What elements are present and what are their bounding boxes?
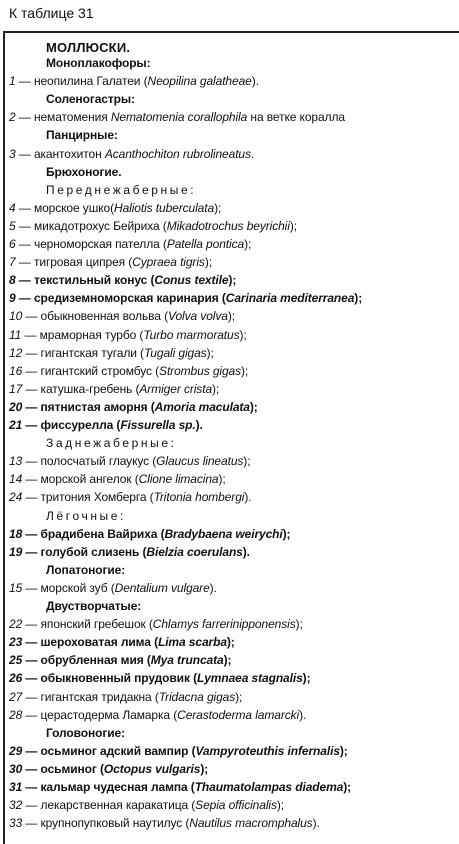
group-heading: Лопатоногие:: [46, 562, 126, 577]
entry-number: 10: [9, 309, 23, 324]
latin-name: Bradybaena weirychi: [164, 526, 283, 541]
entry-number: 7: [9, 255, 16, 270]
common-name: — гигантский стромбус (: [22, 363, 160, 378]
entry-number: 4: [9, 200, 16, 215]
latin-name: Sepia officinalis: [195, 798, 277, 813]
species-entry: [9, 653, 231, 668]
common-name: — фиссурелла (: [22, 418, 121, 432]
entry-tail: );: [200, 761, 209, 776]
species-entry: [9, 328, 247, 343]
entry-number: 8: [9, 273, 16, 288]
entry-tail: );: [214, 200, 222, 215]
latin-name: Mya truncata: [150, 653, 224, 668]
latin-name: Nautilus macromphalus: [189, 816, 313, 831]
common-name: — нематомения: [15, 110, 111, 125]
species-entry: [9, 490, 252, 505]
entry-tail: );: [282, 526, 291, 541]
frame-top-border: [3, 31, 459, 33]
entry-number: 24: [9, 490, 23, 505]
common-name: — морское ушко(: [15, 200, 114, 215]
entry-tail: ).: [195, 418, 203, 432]
common-name: — катушка-гребень (: [22, 381, 140, 396]
species-entry: [9, 762, 208, 777]
entry-tail: ).: [299, 707, 307, 722]
latin-name: Volva volva: [167, 309, 228, 324]
subgroup-heading: Переднежаберные:: [46, 182, 197, 197]
entry-number: 9: [9, 291, 16, 306]
latin-name: Lima scarba: [157, 635, 227, 650]
common-name: — акантохитон: [15, 146, 105, 161]
species-entry: [9, 273, 236, 288]
entry-tail: );: [249, 399, 258, 414]
species-entry: [9, 671, 310, 686]
entry-tail: );: [243, 454, 251, 469]
entry-tail: );: [302, 671, 311, 686]
common-name: — неопилина Галатеи (: [15, 74, 148, 89]
latin-name: Armiger crista: [139, 381, 213, 396]
latin-name: Tridacna gigas: [158, 689, 236, 704]
common-name: — средиземноморская каринария (: [15, 291, 226, 306]
latin-name: Octopus vulgaris: [103, 761, 201, 776]
common-name: — кальмар чудесная лампа (: [22, 780, 195, 794]
species-entry: [9, 690, 242, 705]
entry-number: 26: [9, 671, 23, 686]
entry-tail: на ветке коралла: [247, 110, 345, 125]
latin-name: Thaumatolampas diadema: [194, 780, 344, 794]
entry-number: 18: [9, 526, 23, 541]
entry-number: 16: [9, 363, 23, 378]
species-entry: [9, 545, 250, 560]
entry-tail: .: [250, 146, 255, 161]
common-name: — текстильный конус (: [15, 273, 155, 288]
entry-number: 1: [9, 74, 16, 89]
entry-tail: );: [235, 689, 243, 704]
common-name: — пятнистая аморня (: [22, 399, 155, 414]
section-title: МОЛЛЮСКИ.: [46, 40, 131, 55]
common-name: — гигантская тридакна (: [22, 689, 159, 704]
entry-number: 19: [9, 544, 23, 559]
entry-number: 15: [9, 580, 23, 595]
group-heading: Двустворчатые:: [46, 599, 142, 613]
latin-name: Strombus gigas: [159, 363, 242, 378]
latin-name: Patella pontica: [166, 237, 245, 251]
entry-number: 17: [9, 381, 23, 396]
entry-number: 30: [9, 761, 23, 776]
latin-name: Tugali gigas: [143, 345, 207, 360]
entry-tail: );: [206, 345, 214, 360]
common-name: — японский гребешок (: [22, 617, 153, 632]
common-name: — обыкновенный прудовик (: [22, 671, 197, 686]
common-name: — морской зуб (: [22, 580, 115, 595]
latin-name: Acanthochiton rubrolineatus: [104, 146, 251, 161]
latin-name: Nematomenia corallophila: [110, 110, 248, 125]
latin-name: Dentalium vulgare: [114, 580, 210, 595]
entry-number: 31: [9, 780, 23, 794]
species-entry: [9, 110, 345, 125]
entry-number: 14: [9, 472, 23, 487]
entry-tail: );: [239, 327, 247, 342]
common-name: — осьминог (: [22, 761, 104, 776]
species-entry: [9, 291, 362, 306]
species-entry: [9, 708, 306, 723]
entry-number: 12: [9, 345, 23, 360]
entry-number: 28: [9, 707, 23, 722]
common-name: — лекарственная каракатица (: [22, 798, 196, 813]
latin-name: Bielzia coerulans: [146, 544, 243, 559]
group-heading: Соленогастры:: [46, 92, 135, 107]
species-entry: [9, 201, 221, 216]
entry-tail: );: [212, 381, 220, 396]
entry-number: 27: [9, 689, 23, 704]
entry-number: 32: [9, 798, 23, 813]
entry-tail: );: [354, 291, 363, 306]
species-entry: [9, 617, 303, 632]
latin-name: Chlamys farrerinipponensis: [152, 617, 296, 632]
species-entry: [9, 780, 351, 795]
entry-tail: ).: [251, 74, 259, 89]
entry-tail: );: [276, 798, 284, 813]
species-entry: [9, 472, 226, 487]
common-name: — обрубленная мия (: [22, 653, 151, 668]
species-entry: [9, 744, 348, 759]
latin-name: Conus textile: [154, 273, 229, 288]
latin-name: Clione limacina: [138, 472, 219, 487]
latin-name: Tritonia hombergi: [153, 490, 245, 505]
latin-name: Mikadotrochus beyrichii: [166, 218, 290, 233]
common-name: — церастодерма Ламарка (: [22, 707, 178, 722]
entry-number: 22: [9, 617, 23, 632]
common-name: — микадотрохус Бейриха (: [15, 218, 167, 233]
entry-tail: );: [241, 363, 249, 378]
species-entry: [9, 309, 235, 324]
entry-number: 11: [9, 327, 22, 342]
species-entry: [9, 454, 250, 469]
entry-tail: );: [295, 617, 303, 632]
entry-number: 6: [9, 237, 16, 251]
species-entry: [9, 635, 235, 650]
entry-tail: ).: [209, 580, 217, 595]
species-entry: [9, 798, 284, 813]
latin-name: Cypraea tigris: [132, 255, 205, 270]
latin-name: Neopilina galatheae: [147, 74, 252, 89]
entry-tail: );: [223, 653, 232, 668]
species-entry: [9, 74, 259, 89]
common-name: — крупнопупковый наутилус (: [22, 816, 190, 831]
species-entry: [9, 816, 320, 831]
entry-number: 33: [9, 816, 23, 831]
species-entry: [9, 527, 290, 542]
entry-number: 2: [9, 110, 16, 125]
common-name: — голубой слизень (: [22, 544, 147, 559]
species-entry: [9, 364, 248, 379]
entry-tail: );: [228, 273, 237, 288]
entry-tail: ).: [312, 816, 320, 831]
latin-name: Vampyroteuthis infernalis: [195, 743, 340, 758]
subgroup-heading: Лёгочные:: [46, 508, 126, 523]
common-name: — осьминог адский вампир (: [22, 743, 196, 758]
table-reference-header: К таблице 31: [9, 5, 94, 21]
entry-tail: ).: [242, 544, 250, 559]
common-name: — обыкновенная вольва (: [22, 309, 168, 324]
entry-tail: );: [218, 472, 226, 487]
frame-left-border: [3, 31, 5, 844]
entry-number: 21: [9, 418, 23, 432]
latin-name: Fissurella sp.: [120, 418, 196, 432]
species-entry: [9, 418, 203, 433]
entry-number: 3: [9, 146, 16, 161]
entry-tail: );: [339, 743, 348, 758]
entry-number: 13: [9, 454, 23, 469]
entry-number: 23: [9, 635, 23, 650]
subgroup-heading: Заднежаберные:: [46, 436, 177, 451]
common-name: — тритония Хомберга (: [22, 490, 154, 505]
species-entry: [9, 382, 219, 397]
entry-number: 29: [9, 743, 23, 758]
species-entry: [9, 219, 297, 234]
group-heading: Брюхоногие.: [46, 164, 122, 179]
species-entry: [9, 147, 254, 162]
group-heading: Панцирные:: [46, 128, 118, 143]
latin-name: Cerastoderma lamarcki: [177, 707, 300, 722]
common-name: — гигантская тугали (: [22, 345, 144, 360]
common-name: — мраморная турбо (: [21, 327, 144, 342]
latin-name: Amoria maculata: [154, 399, 250, 414]
species-entry: [9, 255, 212, 270]
group-heading: Головоногие:: [46, 725, 126, 740]
entry-tail: );: [343, 780, 352, 794]
species-entry: [9, 400, 258, 415]
species-entry: [9, 346, 214, 361]
entry-tail: );: [227, 309, 235, 324]
latin-name: Lymnaea stagnalis: [196, 671, 303, 686]
latin-name: Haliotis tuberculata: [114, 200, 215, 215]
group-heading: Моноплакофоры:: [46, 56, 151, 70]
entry-tail: );: [226, 635, 235, 650]
species-entry: [9, 237, 251, 252]
entry-tail: ).: [244, 490, 252, 505]
common-name: — полосчатый глаукус (: [22, 454, 157, 469]
common-name: — морской ангелок (: [22, 472, 139, 487]
species-entry: [9, 581, 217, 596]
entry-tail: );: [204, 255, 212, 270]
common-name: — черноморская пателла (: [15, 237, 167, 251]
common-name: — тигровая ципрея (: [15, 255, 133, 270]
entry-number: 5: [9, 218, 16, 233]
entry-number: 20: [9, 399, 23, 414]
entry-tail: );: [244, 237, 252, 251]
common-name: — шероховатая лима (: [22, 635, 158, 650]
latin-name: Glaucus lineatus: [156, 454, 244, 469]
latin-name: Turbo marmoratus: [143, 327, 240, 342]
entry-tail: );: [289, 218, 297, 233]
latin-name: Carinaria mediterranea: [225, 291, 355, 306]
common-name: — брадибена Вайриха (: [22, 526, 165, 541]
entry-number: 25: [9, 653, 23, 668]
